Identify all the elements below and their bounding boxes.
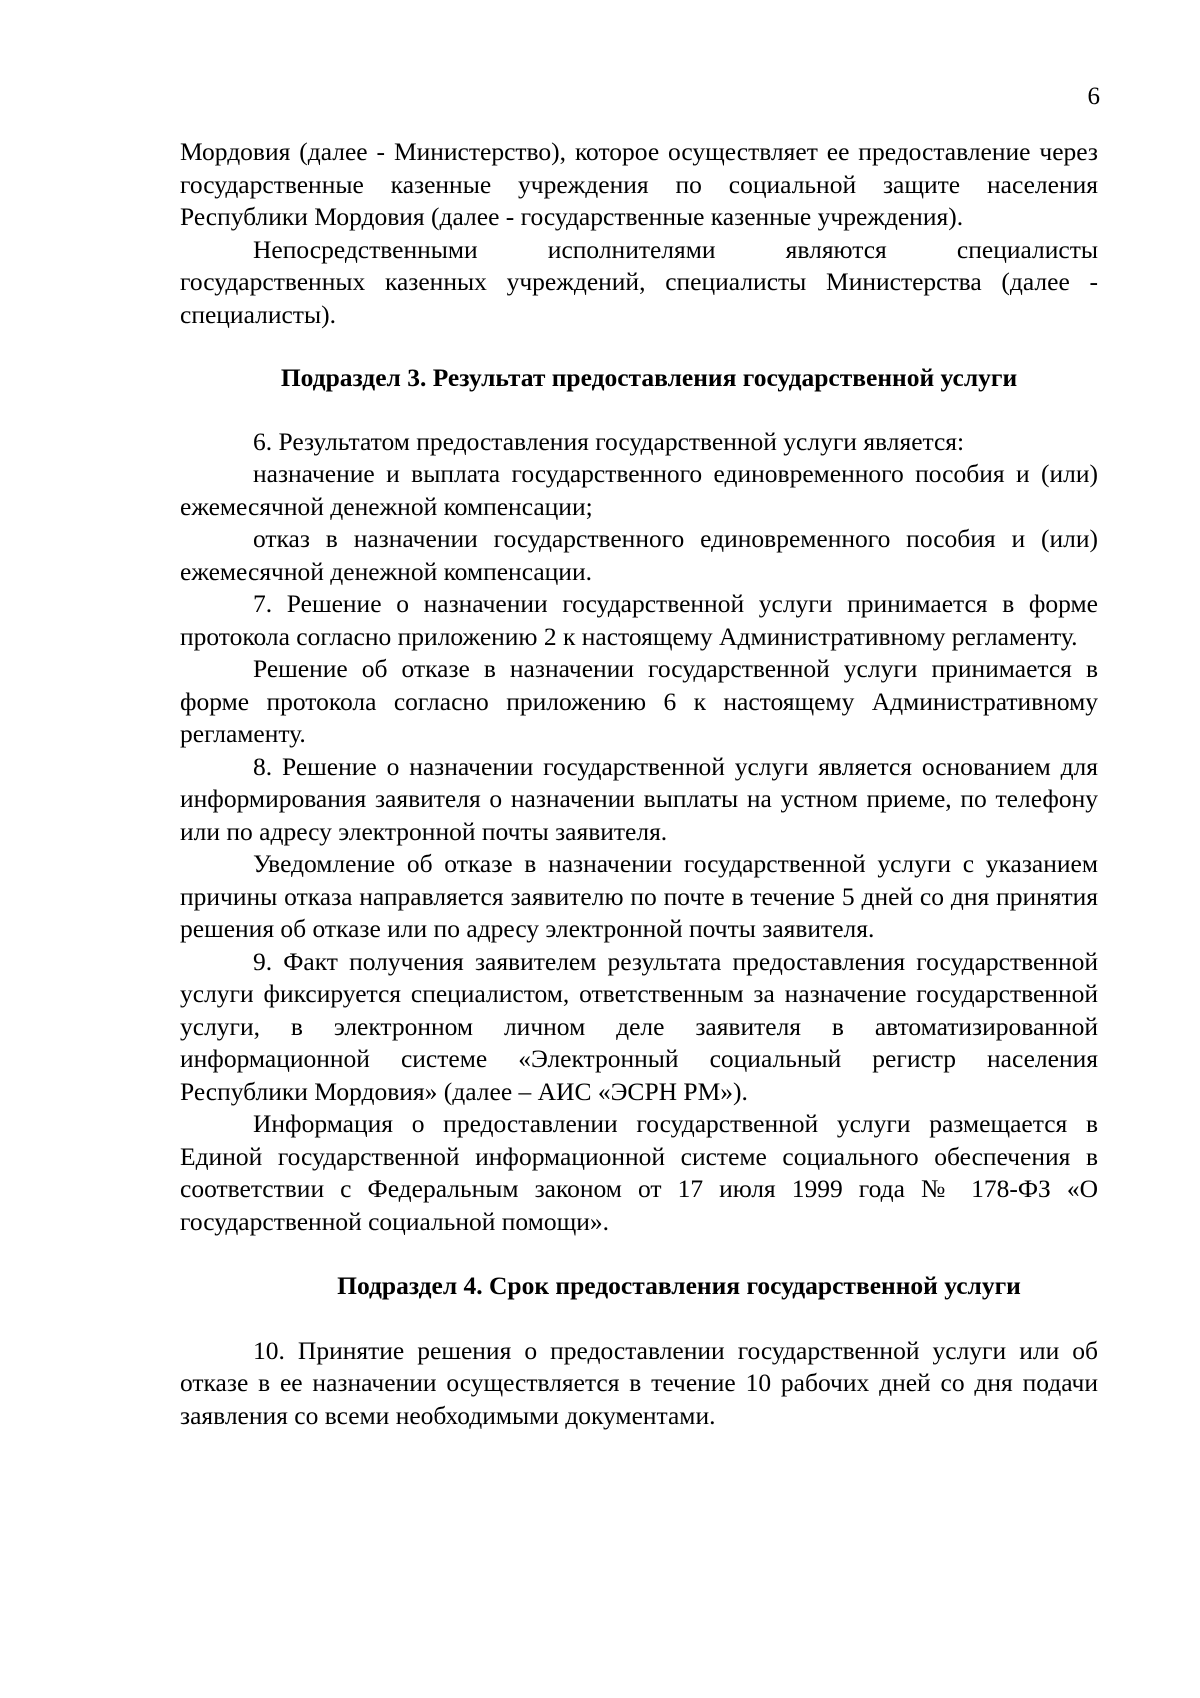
section-3-heading: Подраздел 3. Результат предоставления государственной услуги xyxy=(280,363,1018,392)
paragraph-10: 10. Принятие решения о предоставлении государственной услуги или об отказе в ее назначении осуществляется в течение 10 рабочих дней со дня подачи заявления со всеми необходимыми документами. xyxy=(180,1335,1098,1430)
paragraph-continuation: Мордовия (далее - Министерство), которое осуществляет ее предоставление через государственные казенные учреждения по социальной защите населения Республики Мордовия (далее - государственные казенные учреждения). xyxy=(180,137,1098,231)
paragraph-6: 6. Результатом предоставления государственной услуги является: xyxy=(253,426,965,456)
paragraph-result-assign: назначение и выплата государственного единовременного пособия и (или) ежемесячной денежной компенсации; xyxy=(180,459,1098,521)
section-4-heading: Подраздел 4. Срок предоставления государственной услуги xyxy=(337,1271,1021,1300)
paragraph-8: 8. Решение о назначении государственной услуги является основанием для информирования заявителя о назначении выплаты на устном приеме, по телефону или по адресу электронной почты заявителя. xyxy=(180,751,1098,846)
page-number: 6 xyxy=(1087,83,1100,110)
paragraph-7-refusal: Решение об отказе в назначении государственной услуги принимается в форме протокола согласно приложению 6 к настоящему Административному регламенту. xyxy=(180,654,1098,748)
paragraph-9: 9. Факт получения заявителем результата предоставления государственной услуги фиксируется специалистом, ответственным за назначение государственной услуги, в электронном личном деле заявителя в автоматизированной информационной системе «Электронный социальный регистр населения Республики Мордовия» (далее – АИС «ЭСРН РМ»). xyxy=(180,946,1098,1106)
paragraph-result-refusal: отказ в назначении государственного единовременного пособия и (или) ежемесячной денежной компенсации. xyxy=(180,524,1098,586)
document-body xyxy=(180,136,1098,1432)
paragraph-7: 7. Решение о назначении государственной услуги принимается в форме протокола согласно приложению 2 к настоящему Административному регламенту. xyxy=(180,589,1098,651)
paragraph-9-information: Информация о предоставлении государственной услуги размещается в Единой государственной информационной системе социального обеспечения в соответствии с Федеральным законом от 17 июля 1999 года № 178-ФЗ «О государственной социальной помощи». xyxy=(180,1109,1098,1236)
paragraph-executors: Непосредственными исполнителями являются специалисты государственных казенных учреждений, специалисты Министерства (далее - специалисты). xyxy=(180,234,1098,329)
paragraph-8-notice: Уведомление об отказе в назначении государственной услуги с указанием причины отказа направляется заявителю по почте в течение 5 дней со дня принятия решения об отказе или по адресу электронной почты заявителя. xyxy=(180,849,1098,943)
